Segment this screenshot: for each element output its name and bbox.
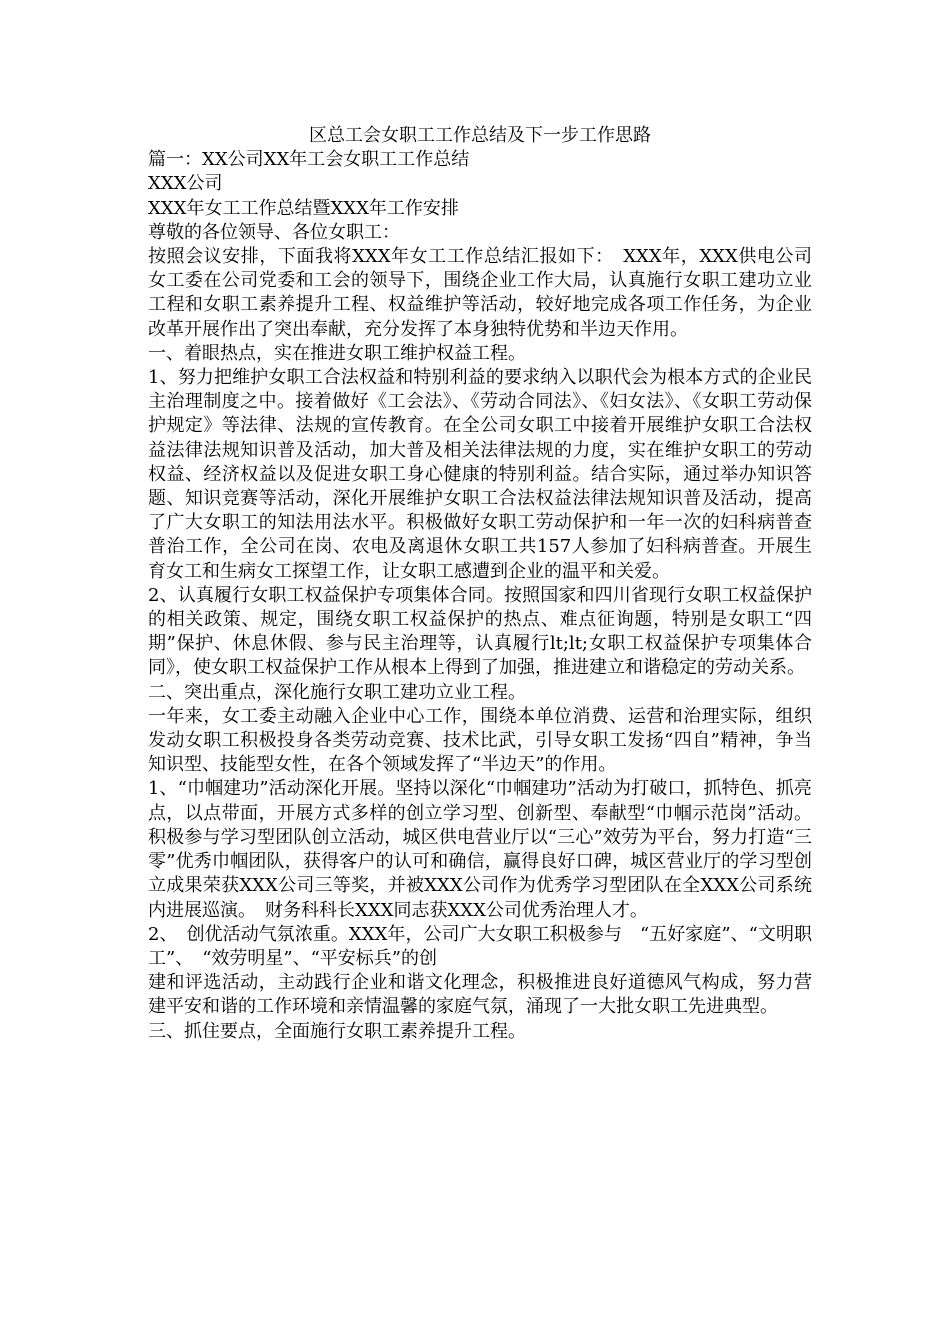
paragraph-item-2-2-cont: 建和评选活动，主动践行企业和谐文化理念，积极推进良好道德风气构成，努力营建平安和谐的工作环境和亲情温馨的家庭气氛，涌现了一大批女职工先进典型。 xyxy=(148,972,812,1018)
paragraph-company: XXX公司 xyxy=(148,173,223,195)
paragraph-item-2-2: 2、 创优活动气氛浓重。XXX年，公司广大女职工积极参与 “五好家庭”、“文明职工”、 “效劳明星”、“平安标兵”的创 xyxy=(148,923,812,969)
paragraph-intro: 按照会议安排，下面我将XXX年女工工作总结汇报如下： XXX年，XXX供电公司女工委在公司党委和工会的领导下，围绕企业工作大局，认真施行女职工建功立业工程和女职工素养提升工程、权益维护等活动，较好地完成各项工作任务，为企业改革开展作出了突出奉献，充分发挥了本身独特优势和半边天作用。 xyxy=(148,246,812,340)
document-body xyxy=(148,124,812,1044)
paragraph-section-2-intro: 一年来，女工委主动融入企业中心工作，围绕本单位消费、运营和治理实际，组织发动女职工积极投身各类劳动竞赛、技术比武，引导女职工发扬“四自”精神，争当知识型、技能型女性，在各个领域发挥了“半边天”的作用。 xyxy=(148,705,812,776)
paragraph-item-1-1: 1、努力把维护女职工合法权益和特别利益的要求纳入以职代会为根本方式的企业民主治理制度之中。接着做好《工会法》、《劳动合同法》、《妇女法》、《女职工劳动保护规定》等法律、法规的宣传教育。在全公司女职工中接着开展维护女职工合法权益法律法规知识普及活动，加大普及相关法律法规的力度，实在维护女职工的劳动权益、经济权益以及促进女职工身心健康的特别利益。结合实际，通过举办知识答题、知识竞赛等活动，深化开展维护女职工合法权益法律法规知识普及活动，提高了广大女职工的知法用法水平。积极做好女职工劳动保护和一年一次的妇科病普查普治工作，全公司在岗、农电及离退休女职工共157人参加了妇科病普查。开展生育女工和生病女工探望工作，让女职工感遭到企业的温平和关爱。 xyxy=(148,367,812,582)
paragraph-item-2-1: 1、“巾帼建功”活动深化开展。坚持以深化“巾帼建功”活动为打破口，抓特色、抓亮点，以点带面，开展方式多样的创立学习型、创新型、奉献型“巾帼示范岗”活动。积极参与学习型团队创立活动，城区供电营业厅以“三心”效劳为平台，努力打造“三零”优秀巾帼团队，获得客户的认可和确信，赢得良好口碑，城区营业厅的学习型创立成果荣获XXX公司三等奖，并被XXX公司作为优秀学习型团队在全XXX公司系统内进展巡演。 财务科科长XXX同志获XXX公司优秀治理人才。 xyxy=(148,778,812,921)
paragraph-heading-part1: 篇一：XX公司XX年工会女职工工作总结 xyxy=(148,149,470,171)
section-heading-1: 一、着眼热点，实在推进女职工维护权益工程。 xyxy=(148,342,526,364)
section-heading-2: 二、突出重点，深化施行女职工建功立业工程。 xyxy=(148,681,526,703)
paragraph-item-1-2: 2、认真履行女职工权益保护专项集体合同。按照国家和四川省现行女职工权益保护的相关政策、规定，围绕女职工权益保护的热点、难点征询题，特别是女职工“四期”保护、休息休假、参与民主治理等，认真履行lt;lt;女职工权益保护专项集体合同》，使女职工权益保护工作从根本上得到了加强，推进建立和谐稳定的劳动关系。 xyxy=(148,584,812,679)
paragraph-report-title: XXX年女工工作总结暨XXX年工作安排 xyxy=(148,197,459,219)
paragraph-salutation: 尊敬的各位领导、各位女职工： xyxy=(148,221,400,243)
section-heading-3: 三、抓住要点，全面施行女职工素养提升工程。 xyxy=(148,1020,526,1042)
document-title: 区总工会女职工工作总结及下一步工作思路 xyxy=(309,125,651,146)
